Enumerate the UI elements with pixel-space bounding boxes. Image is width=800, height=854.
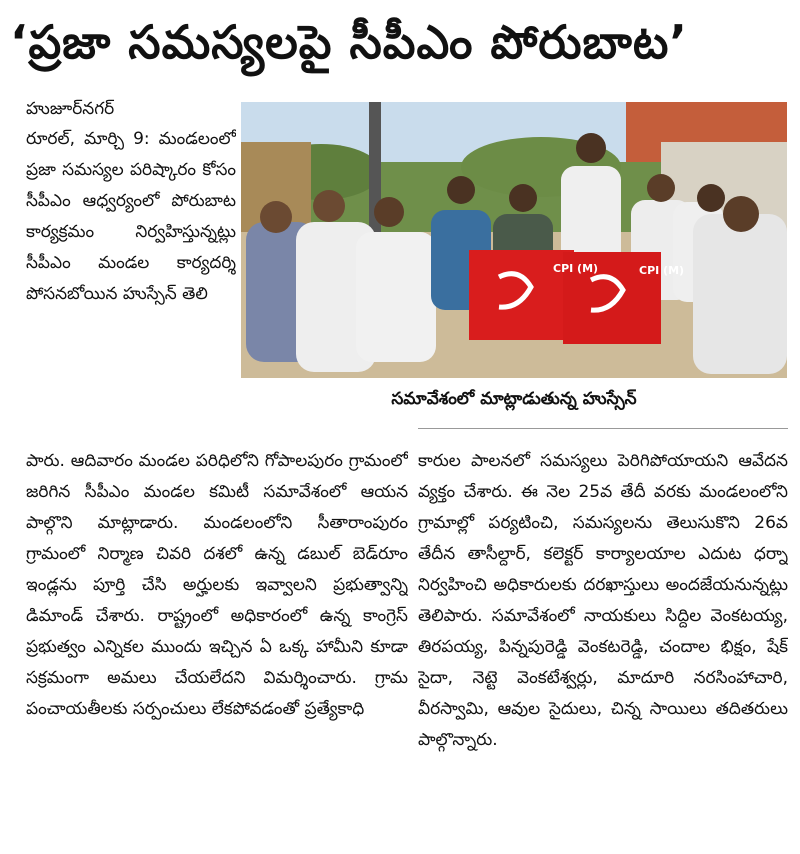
flag-label-2: CPI (M): [639, 264, 685, 277]
photo-scene: [241, 102, 787, 378]
body-right-text: కారుల పాలనలో సమస్యలు పెరిగిపోయాయని ఆవేదన వ్యక్తం చేశారు. ఈ నెల 25వ తేదీ వరకు మండలంలోని గ్రామాల్లో పర్యటించి, సమస్యలను తెలుసుకొని 26వ తేదీన తాసీల్దార్, కలెక్టర్ కార్యాలయాల ఎదుట ధర్నా నిర్వహించి అధికారులకు దరఖాస్తులు అందజేయనున్నట్లు తెలిపారు. సమావేశంలో నాయకులు సిద్దిల వెంకటయ్య, తిరపయ్య, పిన్నపురెడ్డి వెంకటరెడ్డి, చందాల భిక్షం, షేక్ సైదా, నెట్టె వెంకటేశ్వర్లు, మాదూరి నరసింహాచారి, వీరస్వామి, ఆవుల సైదులు, చిన్న సాయిలు తదితరులు పాల్గొన్నారు.: [418, 451, 788, 750]
photo-caption: సమావేశంలో మాట్లాడుతున్న హుస్సేన్: [391, 389, 637, 409]
headline: ‘ప్రజా సమస్యలపై సీపీఎం పోరుబాట’: [10, 15, 688, 69]
dateline: హుజూర్‌నగర్: [26, 99, 115, 119]
lead-paragraph: [26, 124, 236, 446]
lead-paragraph-text: రూరల్, మార్చి 9: మండలంలో ప్రజా సమస్యల పరిష్కారం కోసం సీపీఎం ఆధ్వర్యంలో పోరుబాట కార్యక్రమం నిర్వహిస్తున్నట్లు సీపీఎం మండల కార్యదర్శి పోసనబోయిన హుస్సేన్ తెలి: [26, 129, 236, 304]
body-column-left: [26, 446, 408, 851]
news-photo: [241, 102, 787, 378]
body-column-right: [418, 446, 788, 851]
body-left-text: పారు. ఆదివారం మండల పరిధిలోని గోపాలపురం గ్రామంలో జరిగిన సీపీఎం మండల కమిటీ సమావేశంలో ఆయన పాల్గొని మాట్లాడారు. మండలంలోని సీతారాంపురం గ్రామంలో నిర్మాణ చివరి దశలో ఉన్న డబుల్ బెడ్‌రూం ఇండ్లను పూర్తి చేసి అర్హులకు ఇవ్వాలని ప్రభుత్వాన్ని డిమాండ్ చేశారు. రాష్ట్రంలో అధికారంలో ఉన్న కాంగ్రెస్ ప్రభుత్వం ఎన్నికల ముందు ఇచ్చిన ఏ ఒక్క హామీని కూడా సక్రమంగా అమలు చేయలేదని విమర్శించారు. గ్రామ పంచాయతీలకు సర్పంచులు లేకపోవడంతో ప్రత్యేకాధి: [26, 451, 408, 719]
flag-label-1: CPI (M): [553, 262, 599, 275]
column-divider: [418, 428, 788, 429]
